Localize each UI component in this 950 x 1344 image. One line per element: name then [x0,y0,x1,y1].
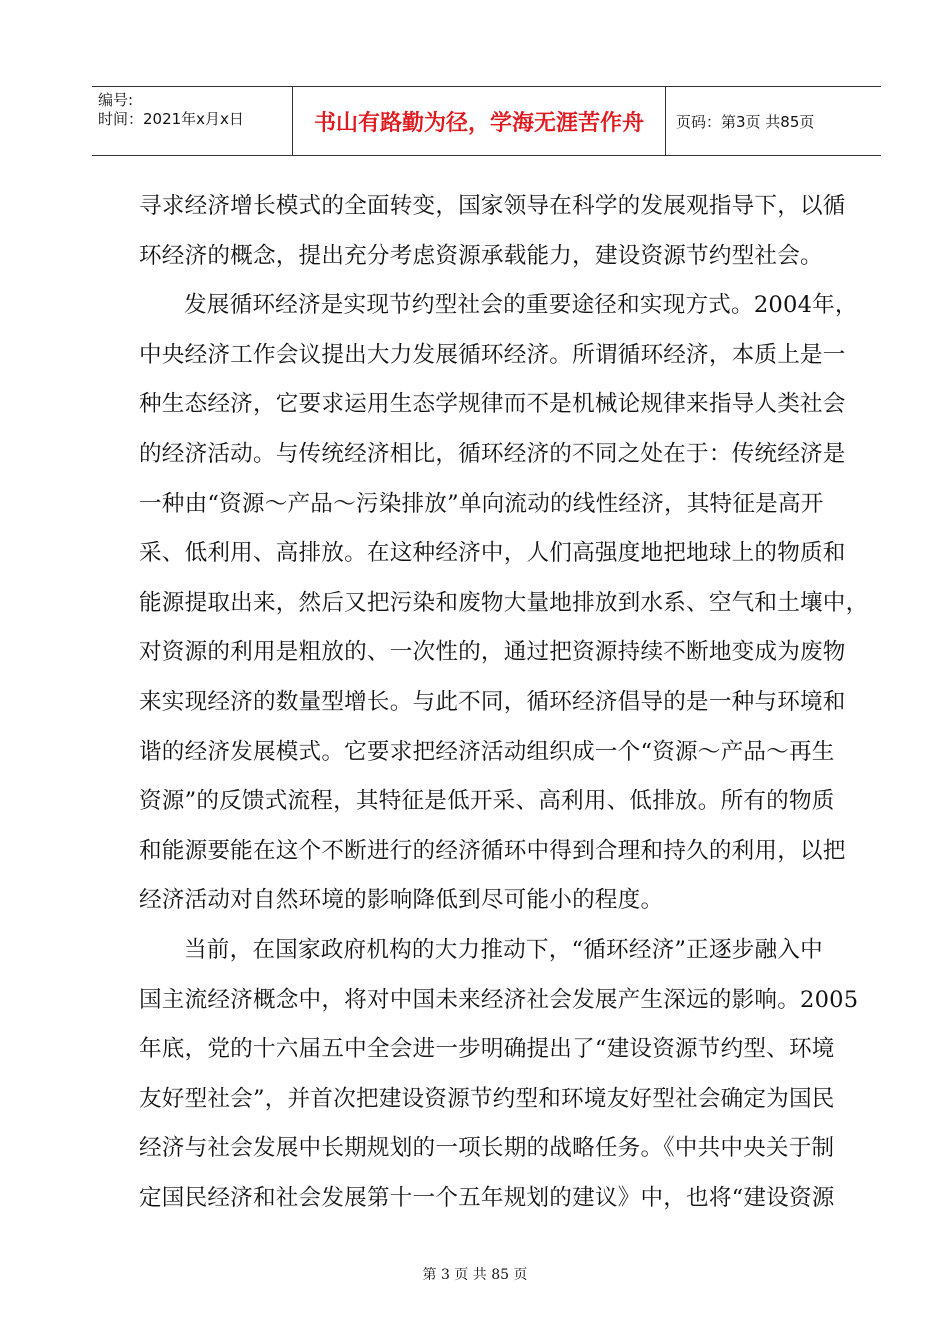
code-label: 编号: [98,91,134,109]
text-line: 能源提取出来，然后又把污染和废物大量地排放到水系、空气和土壤中， [139,589,869,616]
document-body [139,182,869,1223]
text-line: 来实现经济的数量型增长。与此不同，循环经济倡导的是一种与环境和 [139,688,846,715]
text-line: 定国民经济和社会发展第十一个五年规划的建议》中，也将“建设资源 [139,1184,835,1211]
text-line: 的经济活动。与传统经济相比，循环经济的不同之处在于：传统经济是 [139,440,846,467]
text-line: 发展循环经济是实现节约型社会的重要途径和实现方式。2004年， [184,292,858,319]
text-line: 谐的经济发展模式。它要求把经济活动组织成一个“资源～产品～再生 [139,738,835,765]
text-line: 国主流经济概念中，将对中国未来经济社会发展产生深远的影响。2005 [139,986,859,1013]
text-line: 寻求经济增长模式的全面转变，国家领导在科学的发展观指导下，以循 [139,193,846,219]
text-line: 一种由“资源～产品～污染排放”单向流动的线性经济，其特征是高开 [139,490,824,517]
text-line: 年底，党的十六届五中全会进一步明确提出了“建设资源节约型、环境 [139,1036,835,1063]
text-line: 种生态经济，它要求运用生态学规律而不是机械论规律来指导人类社会 [139,391,846,418]
time-label: 时间：2021年x月x日 [98,110,244,128]
text-line: 经济活动对自然环境的影响降低到尽可能小的程度。 [139,887,664,914]
text-line: 环经济的概念，提出充分考虑资源承载能力，建设资源节约型社会。 [139,242,823,269]
header-meta [92,87,293,155]
text-line: 采、低利用、高排放。在这种经济中，人们高强度地把地球上的物质和 [139,540,846,567]
page-header [92,86,881,156]
text-line: 资源”的反馈式流程，其特征是低开采、高利用、低排放。所有的物质 [139,788,835,815]
text-line: 中央经济工作会议提出大力发展循环经济。所谓循环经济，本质上是一 [139,341,846,368]
text-line: 经济与社会发展中长期规划的一项长期的战略任务。《中共中央关于制 [139,1135,835,1162]
text-line: 对资源的利用是粗放的、一次性的，通过把资源持续不断地变成为废物 [139,639,846,666]
header-motto: 书山有路勤为径，学海无涯苦作舟 [293,87,666,155]
text-line: 友好型社会”，并首次把建设资源节约型和环境友好型社会确定为国民 [139,1085,835,1112]
text-line: 当前，在国家政府机构的大力推动下，“循环经济”正逐步融入中 [184,936,823,963]
text-line: 和能源要能在这个不断进行的经济循环中得到合理和持久的利用，以把 [139,837,846,864]
header-page-info: 页码：第3页 共85页 [676,112,815,131]
page-footer: 第 3 页 共 85 页 [422,1267,528,1283]
